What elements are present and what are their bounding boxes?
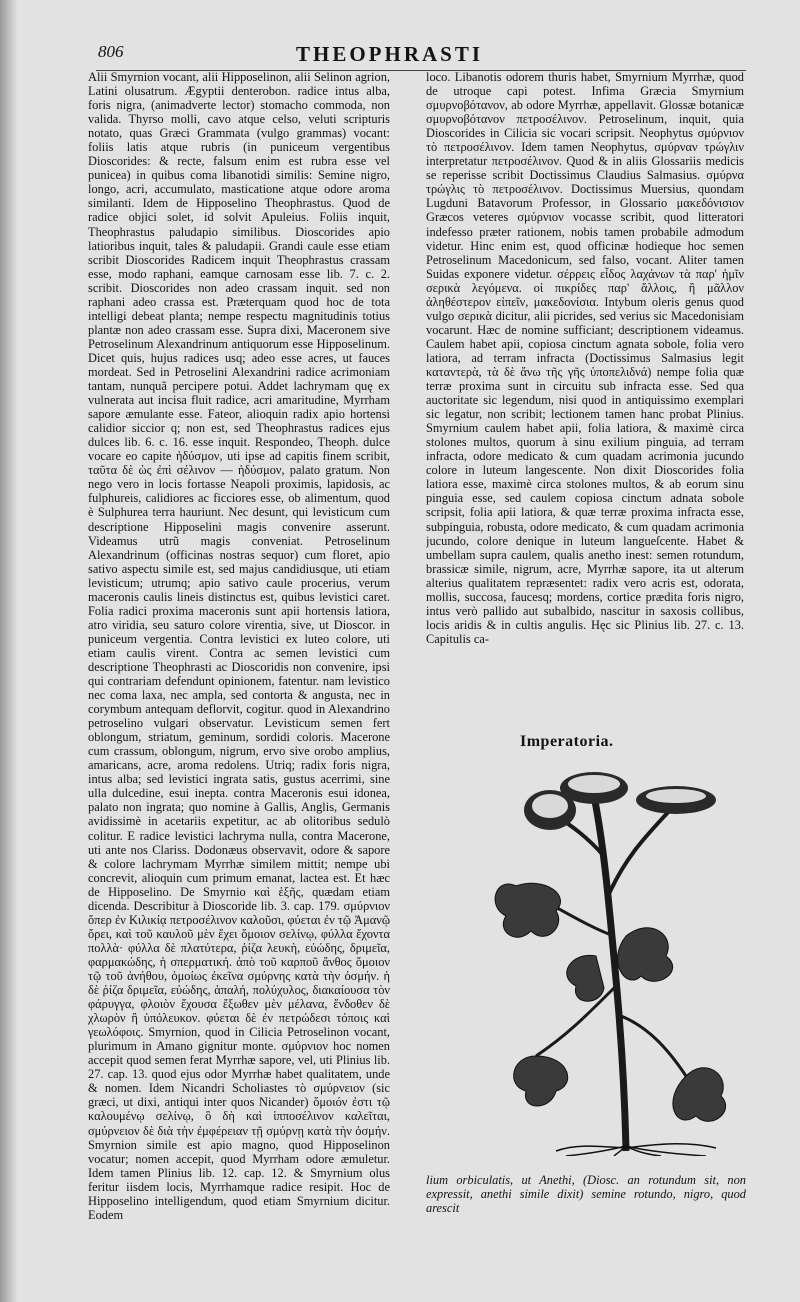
left-text-column <box>88 70 390 1265</box>
right-column-text: loco. Libanotis odorem thuris habet, Smyrnium Myrrhæ, quod de utroque capi potest. Infima Græcia Smyrnium σμυρνοβότανον, ab odore Myrrhæ, appellavit. Glossæ botanicæ σμυρνοβότανον πετροσέλινον. Petroselinum, inquit, quia Dioscorides in Cilicia sic vocari scripsit. Neophytus σμύρνιον τὸ πετροσέλινον. Idem tamen Neophytus, σμύρναν τρώγλιν interpretatur πετροσέλινον. Quod & in aliis Glossariis medicis se reperisse scribit Doctissimus Claudius Salmasius. σμύρνα τρώγλις τὸ πετροσέλινον. Doctissimus Muersius, quondam Lugduni Batavorum Professor, in Glossario μακεδόνισιον Græcos veteres σμύρνιον vocasse scribit, quod litteratori indefesso præter rationem, nobis tamen probabile admodum videtur. Hinc enim est, quod officinæ hodieque hoc semen Petroselinum Macedonicum, sed falso, vocant. Aliter tamen Suidas exponere videtur. σέρρεις εἶδος λαχάνων τὰ παρ' ἡμῖν σερικὰ λεγόμενα. οἱ πικρίδες παρ' ἄλλοις, ἢ μᾶλλον ἀληθέστερον εἰπεῖν, μακεδονίσια. Intybum oleris genus quod vulgo σερικὰ dicitur, alii picrides, sed verius sic Macedonisiam vocarunt. Hæc de nomine sufficiant; descriptionem videamus. Caulem habet apii, copiosa cinctum agnata sobole, folia vero latiora, ad terram infracta (Doctissimus Salmasius legit καταντερὰ, τὰ δὲ ἄνω τῆς γῆς ὑποπελιδνά) nempe folia quæ terræ proxima sunt in circuitu sub infracta esse. Sed qua auctoritate sic legendum, nisi quod in antiquissimo exemplari sic legatur, non scribit; lectionem tamen hanc probat Plinius. Smyrnium caulem habet apii, folia latiora, & maximè circa stolones multos, quorum à sinu exilium pinguia, ad terram infracta, odore medicato & cum quadam acrimonia jucundo colore in luteum langescente. Non dixit Dioscorides folia latiora esse, maximè circa stolones multos, & ab eorum sinu pinguia esse, sed caulem copiosa cinctum adnata sobole scripsit, folia apii latiora, & quæ terræ proxima infracta esse, subpinguia, robusta, odore medicato, & cum quadam acrimonia jucundo, colore denique in luteum langueſcente. Habet & umbellam supra caulem, qualis anetho inest: semen rotundum, brassicæ simile, nigrum, acre, Myrrhæ sapore, ita ut alterum alterius qualitatem repræsentet: radix vero acris est, odorata, mollis, succosa, faucesq; mordens, cortice prædita foris nigro, intus verò pallido aut subalbido, nascitur in saxosis collibus, locis aridis & in cultis angulis. Hęc sic Plinius lib. 27. c. 13. Capitulis ca- <box>426 70 744 646</box>
running-title: THEOPHRASTI <box>296 42 484 66</box>
plant-woodcut-illustration <box>476 756 748 1156</box>
right-bottom-text: lium orbiculatis, ut Anethi, (Diosc. an rotundum sit, non expressit, anethi simile dixit) semine rotundo, nigro, quod arescit <box>426 1173 746 1215</box>
page-header <box>96 40 746 71</box>
right-text-column <box>426 70 744 700</box>
page-number: 806 <box>98 42 124 61</box>
right-column-continuation <box>426 1173 746 1215</box>
left-column-text: Alii Smyrnion vocant, alii Hipposelinon, alii Selinon agrion, Latini olusatrum. Ægyptii denterobon. radice intus alba, foris nigra, (animadverte lector) stomacho commoda, non valida. Thyrso molli, cavo atque celso, veluti scripturis notato, quas Græci Grammata (vulgo grammas) vocant: foliis latis atque rubris (in puniceum vergentibus Dioscorides: & recte, falsum enim est rubra esse vel punicea) in quibus coma libanotidi similis: Semine nigro, longo, acri, accumulato, masticatione atque odore aroma similanti. Idem de Hipposelino Theophrastus. Quod de radice objici solet, id solvit Apuleius. Foliis inquit, Theophrastus paludapio similibus. Dioscorides apio latioribus inquit, tales & paludapii. Grandi caule esse etiam scribit Dioscorides Radicem inquit Theophrastus crassam esse, modo raphani, eamque carnosam esse lib. 7. c. 2. scribit. Dioscorides non adeo crassam inquit. sed non raphani adeo crassa est. Præterquam quod hoc de tota intelligi debeat planta; nempe respectu magnitudinis totius plantæ non adeo crassam esse. Supra dixi, Maceronem sive Petroselinum Alexandrinum antiquorum esse Hipposelinum. Dicet quis, hujus radices usq; adeo esse acres, ut fauces mordeat. Sed in Petroselini Alexandrini radice acrimoniam tantam, nunquã percipere potui. Addet lachrymam quę ex vulnerata aut incisa fluit radice, acri amaritudine, Myrrham sapore æmulante esse. Fateor, alioquin radix apio hortensi calidior siccior q; non est, sed Theophrastus radices ejus dulces lib. 6. c. 16. esse inquit. Respondeo, Theoph. dulce vocare eo capite ἡδύσμον, uti ipse ad capitis finem scribit, ταῦτα δὲ ὡς ἐπὶ σέλινον — ἡδύσμον, palato gratum. Non nego vero in locis fortasse Neapoli proximis, lapidosis, ac fulphureis, calidiores ac ficciores esse, ob alimentum, quod è Sulphurea terra hauriunt. Nec desunt, qui levisticum cum descriptione Hipposelini magis convenire asserunt. Videamus utrũ magis conveniat. Petroselinum Alexandrinum (officinas nostras sequor) cum floret, apio sativo aspectu simile est, sed majus candidiusque, uti etiam levisticum; utrumq; apio sativo caule procerius, verum maceronis caulis lineis distinctus est, quibus levistici caret. Folia radici proxima maceronis sunt apii hortensis latiora, atro viridia, seu saturo colore virentia, sive, ut Dioscor. in puniceum vergentia. Contra levistici ex luteo colore, uti etiam caulis virent. Contra ac semen levistici cum descriptione Theophrasti ac Dioscoridis non convenire, ipsi qui contrariam defendunt opinionem, fatentur. nam levistico nec coma laxa, nec ampla, sed contorta & angusta, nec in corymbum antequam deflorvit, cogitur. quod in Alexandrino petroselino vulgari observatur. Levisticum semen fert oblongum, striatum, geminum, sordidi coloris. Macerone cum crassum, oblongum, nigrum, ervo sive orobo amplius, amaricans, acre, aroma redolens. Utriq; radix foris nigra, intus alba; sed levistici ingrata satis, gustus acerrimi, sine ulla dulcedine, esui inepta. contra Maceronis esui idonea, palato non ingrata; quo nomine à Gallis, Anglis, Germanis avidissimè in acetariis expetitur, ac ab olitoribus sedulò colitur. E radice levistici lachryma nulla, contra Macerone, uti ante nos Clariss. Dodonæus observavit, odore & sapore & colore lachrymam Myrrhæ similem mittit; nempe ubi concrevit, alioquin cum primum emanat, lactea est. Et hæc de Hipposelino. De Smyrnio καὶ ἑξῆς, quædam etiam dicenda. Describitur à Dioscoride lib. 3. cap. 179. σμύρνιον ὅπερ ἐν Κιλικίᾳ πετροσέλινον καλοῦσι, φύεται ἐν τῷ Ἀμανῷ ὄρει, καὶ τοῦ καυλοῦ μὲν ἔχει ὅμοιον σελίνῳ, φύλλα ἔχοντα πολλὰ· φύλλα δὲ πλατύτερα, ῥίζα λευκὴ, εὐώδης, δριμεῖα, φαρμακώδης, ἡ σπερματική. ἀπὸ τοῦ καρποῦ ἄνθος ὅμοιον τῷ τοῦ ἀνήθου, ὁμοίως ἐκεῖνα σμύρνης κατὰ τὴν ὀσμήν. ἡ δὲ ῥίζα δριμεῖα, εὐώδης, ἁπαλή, πολύχυλος, διακαίουσα τὸν φάρυγγα, φλοιὸν ἔχουσα ἔξωθεν μὲν μέλανα, ἔνδοθεν δὲ χλωρὸν ἢ ὑπόλευκον. φύεται δὲ ἐν πετρώδεσι τόποις καὶ γεωλόφοις. Smyrnion, quod in Cilicia Petroselinon vocant, plurimum in Amano gignitur monte. σμύρνιον hoc nomen accepit quod semen ferat Myrrhæ sapore, vel, uti Plinius lib. 27. cap. 13. quod ejus odor Myrrhæ habet qualitatem, unde & nomen. Idem Nicandri Scholiastes τὸ σμύρνειον (sic græci, ut dixi, antiqui inter quos Nicander) ὅμοιόν ἐστι τῷ καλουμένῳ σελίνῳ, ὃ δὴ καὶ ἱπποσέλινον καλεῖται, σμύρνειον δὲ διὰ τὴν ἐμφέρειαν τῇ σμύρνῃ κατὰ τὴν ὀσμήν. Smyrnion simile est apio magno, quod Hipposelinon vocatur; nomen accepit, quod Myrrham odore æmuletur. Idem tamen Plinius lib. 12. cap. 12. & Smyrnium olus feritur iisdem locis, Myrrhamque radice resipit. Hoc de Hipposelino intelligendum, quod etiam Smyrnium dicitur. Eodem <box>88 70 390 1222</box>
figure-caption: Imperatoria. <box>520 733 614 750</box>
